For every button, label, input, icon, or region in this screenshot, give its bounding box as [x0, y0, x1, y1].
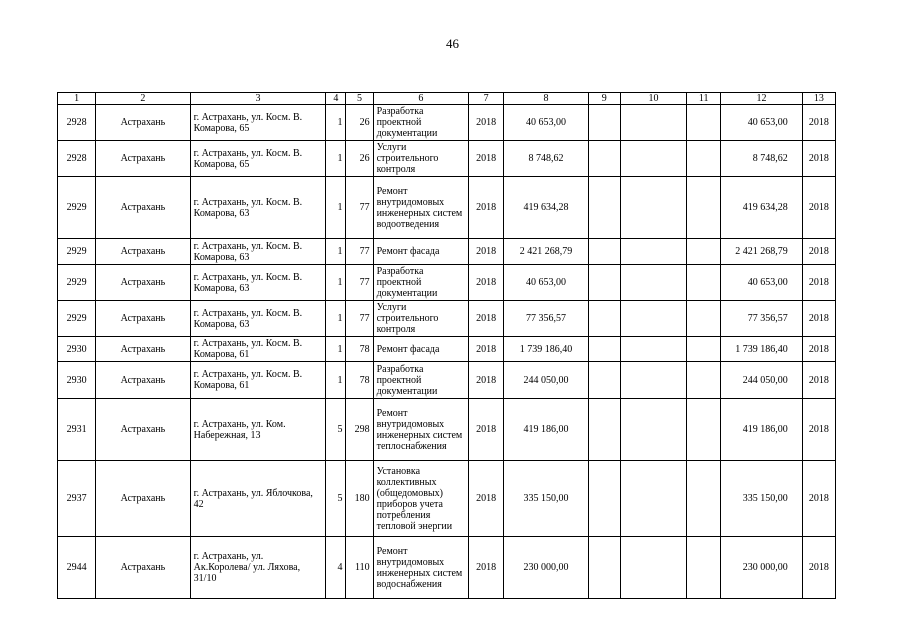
table-row	[58, 141, 836, 177]
cell-col-7: 2018	[469, 265, 504, 301]
cell-col-10	[620, 177, 686, 239]
cell-col-12: 2 421 268,79	[721, 239, 802, 265]
cell-col-10	[620, 399, 686, 461]
cell-col-4: 1	[326, 337, 346, 362]
cell-col-1: 2930	[58, 337, 96, 362]
cell-col-3: г. Астрахань, ул. Косм. В. Комарова, 63	[190, 239, 326, 265]
cell-col-4: 1	[326, 141, 346, 177]
cell-col-2: Астрахань	[96, 461, 190, 537]
cell-col-5: 77	[346, 177, 373, 239]
cell-col-2: Астрахань	[96, 301, 190, 337]
cell-col-12: 230 000,00	[721, 537, 802, 599]
cell-col-13: 2018	[802, 105, 835, 141]
cell-col-8: 244 050,00	[504, 362, 588, 399]
cell-col-11	[687, 337, 721, 362]
cell-col-6: Разработка проектной документации	[373, 265, 468, 301]
cell-col-10	[620, 301, 686, 337]
table-row	[58, 105, 836, 141]
cell-col-11	[687, 177, 721, 239]
cell-col-9	[588, 362, 620, 399]
cell-col-11	[687, 362, 721, 399]
cell-col-10	[620, 265, 686, 301]
cell-col-6: Услуги строительного контроля	[373, 141, 468, 177]
cell-col-10	[620, 105, 686, 141]
cell-col-8: 1 739 186,40	[504, 337, 588, 362]
cell-col-9	[588, 461, 620, 537]
cell-col-12: 1 739 186,40	[721, 337, 802, 362]
cell-col-1: 2929	[58, 301, 96, 337]
cell-col-12: 419 186,00	[721, 399, 802, 461]
cell-col-1: 2944	[58, 537, 96, 599]
cell-col-12: 335 150,00	[721, 461, 802, 537]
cell-col-3: г. Астрахань, ул. Косм. В. Комарова, 65	[190, 105, 326, 141]
cell-col-7: 2018	[469, 177, 504, 239]
column-header: 4	[326, 93, 346, 105]
column-header: 1	[58, 93, 96, 105]
cell-col-3: г. Астрахань, ул. Косм. В. Комарова, 63	[190, 301, 326, 337]
cell-col-2: Астрахань	[96, 537, 190, 599]
cell-col-11	[687, 105, 721, 141]
cell-col-9	[588, 177, 620, 239]
cell-col-9	[588, 239, 620, 265]
cell-col-7: 2018	[469, 337, 504, 362]
cell-col-12: 419 634,28	[721, 177, 802, 239]
cell-col-3: г. Астрахань, ул. Косм. В. Комарова, 63	[190, 177, 326, 239]
cell-col-6: Разработка проектной документации	[373, 362, 468, 399]
cell-col-8: 8 748,62	[504, 141, 588, 177]
cell-col-5: 26	[346, 105, 373, 141]
cell-col-6: Ремонт внутридомовых инженерных систем теплоснабжения	[373, 399, 468, 461]
cell-col-1: 2937	[58, 461, 96, 537]
cell-col-10	[620, 239, 686, 265]
cell-col-12: 8 748,62	[721, 141, 802, 177]
cell-col-6: Разработка проектной документации	[373, 105, 468, 141]
cell-col-9	[588, 141, 620, 177]
cell-col-10	[620, 337, 686, 362]
table-row	[58, 337, 836, 362]
cell-col-2: Астрахань	[96, 399, 190, 461]
cell-col-2: Астрахань	[96, 177, 190, 239]
cell-col-4: 1	[326, 177, 346, 239]
cell-col-5: 180	[346, 461, 373, 537]
cell-col-10	[620, 537, 686, 599]
cell-col-10	[620, 362, 686, 399]
cell-col-6: Ремонт фасада	[373, 239, 468, 265]
cell-col-3: г. Астрахань, ул. Косм. В. Комарова, 65	[190, 141, 326, 177]
cell-col-2: Астрахань	[96, 105, 190, 141]
cell-col-11	[687, 301, 721, 337]
cell-col-8: 40 653,00	[504, 265, 588, 301]
cell-col-3: г. Астрахань, ул. Яблочкова, 42	[190, 461, 326, 537]
cell-col-3: г. Астрахань, ул. Ком. Набережная, 13	[190, 399, 326, 461]
cell-col-7: 2018	[469, 239, 504, 265]
cell-col-7: 2018	[469, 301, 504, 337]
cell-col-5: 78	[346, 337, 373, 362]
column-header: 10	[620, 93, 686, 105]
cell-col-2: Астрахань	[96, 239, 190, 265]
cell-col-8: 77 356,57	[504, 301, 588, 337]
cell-col-12: 40 653,00	[721, 265, 802, 301]
cell-col-5: 26	[346, 141, 373, 177]
column-header: 9	[588, 93, 620, 105]
cell-col-13: 2018	[802, 362, 835, 399]
cell-col-8: 335 150,00	[504, 461, 588, 537]
cell-col-13: 2018	[802, 141, 835, 177]
cell-col-13: 2018	[802, 265, 835, 301]
cell-col-5: 110	[346, 537, 373, 599]
cell-col-8: 40 653,00	[504, 105, 588, 141]
cell-col-2: Астрахань	[96, 265, 190, 301]
cell-col-5: 298	[346, 399, 373, 461]
table-row	[58, 301, 836, 337]
cell-col-4: 1	[326, 362, 346, 399]
cell-col-9	[588, 265, 620, 301]
cell-col-11	[687, 399, 721, 461]
cell-col-2: Астрахань	[96, 362, 190, 399]
cell-col-11	[687, 537, 721, 599]
table-row	[58, 239, 836, 265]
column-header: 12	[721, 93, 802, 105]
cell-col-1: 2930	[58, 362, 96, 399]
cell-col-12: 244 050,00	[721, 362, 802, 399]
cell-col-13: 2018	[802, 537, 835, 599]
cell-col-4: 1	[326, 301, 346, 337]
table-row	[58, 399, 836, 461]
cell-col-3: г. Астрахань, ул. Косм. В. Комарова, 61	[190, 362, 326, 399]
cell-col-12: 77 356,57	[721, 301, 802, 337]
cell-col-13: 2018	[802, 177, 835, 239]
table-row	[58, 537, 836, 599]
cell-col-5: 77	[346, 301, 373, 337]
column-header: 6	[373, 93, 468, 105]
page-number: 46	[446, 36, 459, 51]
column-header: 3	[190, 93, 326, 105]
column-header: 13	[802, 93, 835, 105]
cell-col-4: 5	[326, 399, 346, 461]
cell-col-6: Ремонт внутридомовых инженерных систем водоотведения	[373, 177, 468, 239]
cell-col-7: 2018	[469, 141, 504, 177]
cell-col-8: 2 421 268,79	[504, 239, 588, 265]
cell-col-12: 40 653,00	[721, 105, 802, 141]
column-header: 8	[504, 93, 588, 105]
cell-col-8: 419 186,00	[504, 399, 588, 461]
cell-col-7: 2018	[469, 362, 504, 399]
cell-col-8: 419 634,28	[504, 177, 588, 239]
cell-col-1: 2928	[58, 105, 96, 141]
cell-col-7: 2018	[469, 537, 504, 599]
cell-col-1: 2929	[58, 177, 96, 239]
cell-col-7: 2018	[469, 105, 504, 141]
cell-col-4: 1	[326, 105, 346, 141]
cell-col-13: 2018	[802, 461, 835, 537]
cell-col-1: 2929	[58, 239, 96, 265]
cell-col-8: 230 000,00	[504, 537, 588, 599]
cell-col-4: 4	[326, 537, 346, 599]
column-header: 5	[346, 93, 373, 105]
cell-col-9	[588, 399, 620, 461]
cell-col-10	[620, 461, 686, 537]
cell-col-6: Ремонт внутридомовых инженерных систем водоснабжения	[373, 537, 468, 599]
table-row	[58, 265, 836, 301]
cell-col-7: 2018	[469, 461, 504, 537]
cell-col-4: 1	[326, 239, 346, 265]
cell-col-5: 78	[346, 362, 373, 399]
cell-col-1: 2928	[58, 141, 96, 177]
table-row	[58, 461, 836, 537]
register-table	[57, 92, 836, 599]
cell-col-6: Ремонт фасада	[373, 337, 468, 362]
cell-col-2: Астрахань	[96, 337, 190, 362]
cell-col-1: 2931	[58, 399, 96, 461]
cell-col-11	[687, 141, 721, 177]
table-row	[58, 177, 836, 239]
column-header: 2	[96, 93, 190, 105]
cell-col-6: Установка коллективных (общедомовых) приборов учета потребления тепловой энергии	[373, 461, 468, 537]
table-row	[58, 362, 836, 399]
column-header: 7	[469, 93, 504, 105]
cell-col-2: Астрахань	[96, 141, 190, 177]
cell-col-4: 1	[326, 265, 346, 301]
column-header: 11	[687, 93, 721, 105]
cell-col-10	[620, 141, 686, 177]
header-row	[58, 93, 836, 105]
cell-col-3: г. Астрахань, ул. Ак.Королева/ ул. Ляхова, 31/10	[190, 537, 326, 599]
cell-col-3: г. Астрахань, ул. Косм. В. Комарова, 63	[190, 265, 326, 301]
cell-col-5: 77	[346, 239, 373, 265]
cell-col-11	[687, 239, 721, 265]
cell-col-9	[588, 301, 620, 337]
cell-col-4: 5	[326, 461, 346, 537]
cell-col-9	[588, 337, 620, 362]
cell-col-9	[588, 537, 620, 599]
cell-col-6: Услуги строительного контроля	[373, 301, 468, 337]
cell-col-9	[588, 105, 620, 141]
cell-col-13: 2018	[802, 399, 835, 461]
cell-col-13: 2018	[802, 337, 835, 362]
cell-col-13: 2018	[802, 239, 835, 265]
cell-col-3: г. Астрахань, ул. Косм. В. Комарова, 61	[190, 337, 326, 362]
cell-col-11	[687, 461, 721, 537]
cell-col-13: 2018	[802, 301, 835, 337]
cell-col-7: 2018	[469, 399, 504, 461]
cell-col-1: 2929	[58, 265, 96, 301]
cell-col-5: 77	[346, 265, 373, 301]
cell-col-11	[687, 265, 721, 301]
